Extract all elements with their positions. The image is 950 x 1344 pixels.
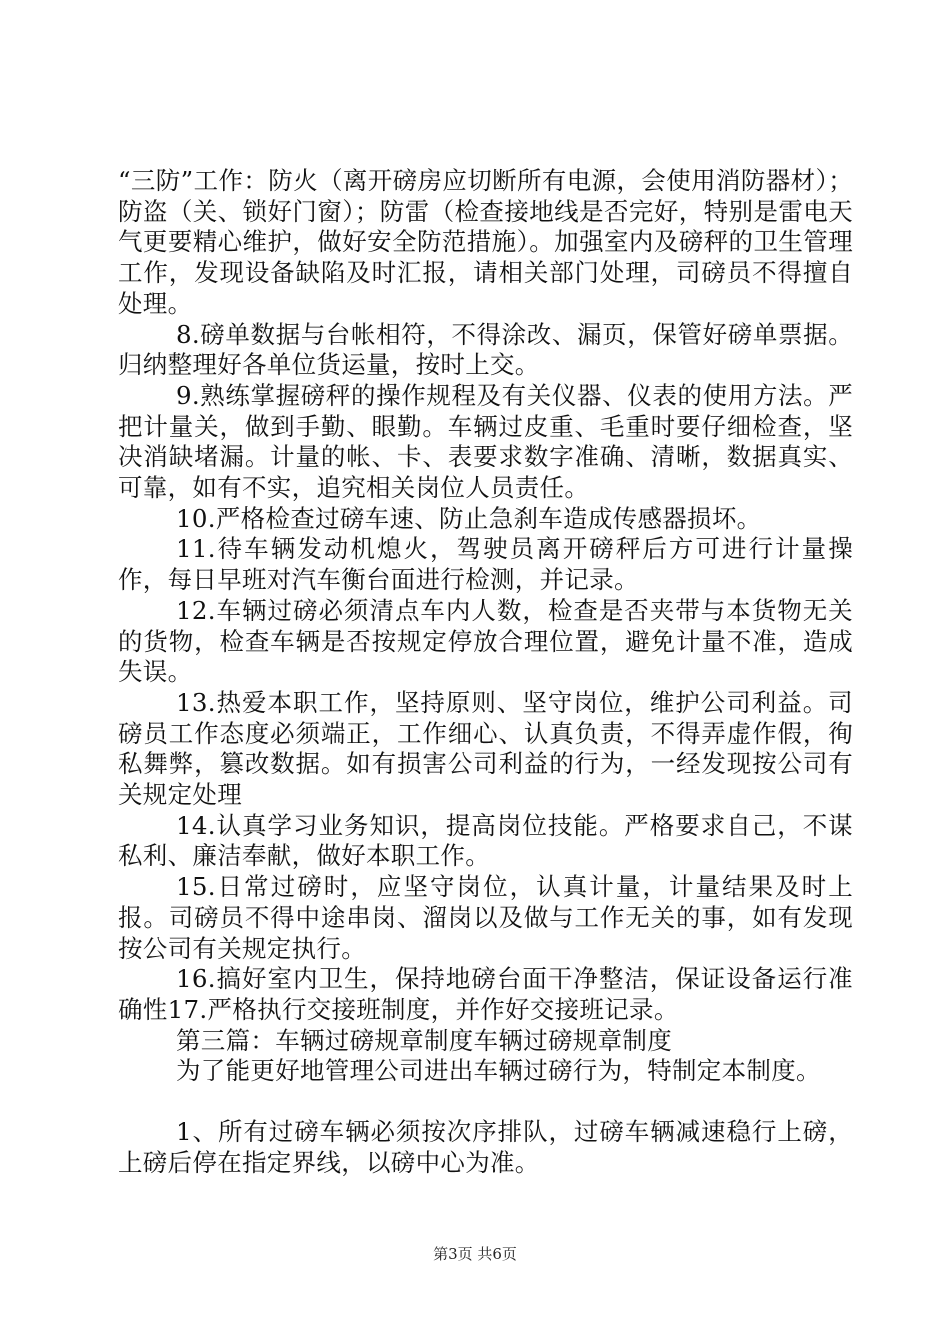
paragraph-item-14: 14.认真学习业务知识，提高岗位技能。严格要求自己，不谋私利、廉洁奉献，做好本职工作。 <box>118 810 853 871</box>
paragraph-item-16-17: 16.搞好室内卫生，保持地磅台面干净整洁，保证设备运行准确性17.严格执行交接班制度，并作好交接班记录。 <box>118 964 853 1024</box>
paragraph-item-15: 15.日常过磅时，应坚守岗位，认真计量，计量结果及时上报。司磅员不得中途串岗、溜岗以及做与工作无关的事，如有发现按公司有关规定执行。 <box>118 872 853 963</box>
page-number-footer: 第3页 共6页 <box>433 1245 517 1263</box>
document-body <box>118 166 853 1179</box>
paragraph-item-13: 13.热爱本职工作，坚持原则、坚守岗位，维护公司利益。司磅员工作态度必须端正，工作细心、认真负责，不得弄虚作假，徇私舞弊，篡改数据。如有损害公司利益的行为，一经发现按公司有关规定处理 <box>118 687 853 810</box>
paragraph-item-11: 11.待车辆发动机熄火，驾驶员离开磅秤后方可进行计量操作，每日早班对汽车衡台面进行检测，并记录。 <box>118 534 853 595</box>
paragraph-item-10: 10.严格检查过磅车速、防止急刹车造成传感器损坏。 <box>176 503 762 533</box>
paragraph-item-12: 12.车辆过磅必须清点车内人数，检查是否夹带与本货物无关的货物，检查车辆是否按规定停放合理位置，避免计量不准，造成失误。 <box>118 595 853 687</box>
section-heading-part-three: 第三篇：车辆过磅规章制度车辆过磅规章制度 <box>176 1025 672 1055</box>
paragraph-purpose: 为了能更好地管理公司进出车辆过磅行为，特制定本制度。 <box>176 1056 821 1086</box>
paragraph-item-8: 8.磅单数据与台帐相符，不得涂改、漏页，保管好磅单票据。归纳整理好各单位货运量，按时上交。 <box>118 319 853 380</box>
paragraph-fire-theft-lightning: “三防”工作：防火（离开磅房应切断所有电源，会使用消防器材）；防盗（关、锁好门窗）；防雷（检查接地线是否完好，特别是雷电天气更要精心维护，做好安全防范措施）。加强室内及磅秤的卫生管理工作，发现设备缺陷及时汇报，请相关部门处理，司磅员不得擅自处理。 <box>118 166 853 318</box>
paragraph-spacer <box>118 1087 853 1117</box>
paragraph-rule-1: 1、所有过磅车辆必须按次序排队，过磅车辆减速稳行上磅，上磅后停在指定界线，以磅中心为准。 <box>118 1117 853 1177</box>
paragraph-item-9: 9.熟练掌握磅秤的操作规程及有关仪器、仪表的使用方法。严把计量关，做到手勤、眼勤。车辆过皮重、毛重时要仔细检查，坚决消缺堵漏。计量的帐、卡、表要求数字准确、清晰，数据真实、可靠，如有不实，追究相关岗位人员责任。 <box>118 380 853 503</box>
